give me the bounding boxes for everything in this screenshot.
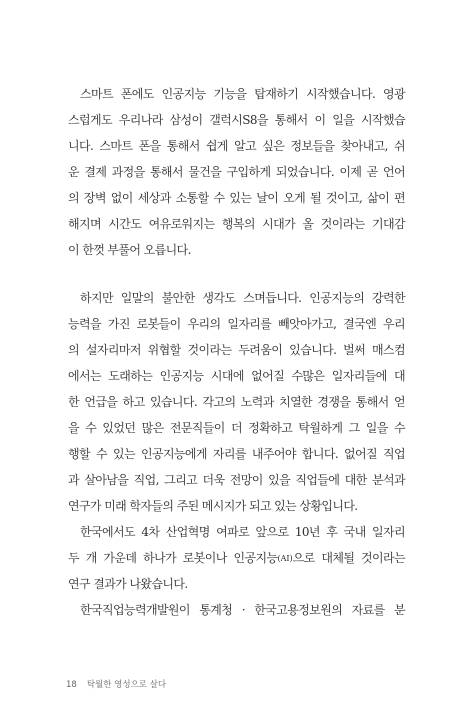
- paragraph-2-line-7: 행할 수 있는 인공지능에게 자리를 내주어야 합니다. 없어질 직업: [68, 447, 405, 461]
- paragraph-3-line-2: [68, 550, 405, 567]
- paragraph-3-line-3: 연구 결과가 나왔습니다.: [68, 577, 188, 591]
- paragraph-3-line-1: 한국에서도 4차 산업혁명 여파로 앞으로 10년 후 국내 일자리: [80, 525, 405, 539]
- ai-abbreviation: (AI): [277, 554, 293, 563]
- paragraph-1-line-2: 스럽게도 우리나라 삼성이 갤럭시S8을 통해서 이 일을 시작했습: [68, 113, 405, 127]
- paragraph-1-line-4: 운 결제 과정을 통해서 물건을 구입하게 되었습니다. 이제 곧 언어: [68, 165, 405, 179]
- paragraph-2-line-3: 의 설자리마저 위협할 것이라는 두려움이 있습니다. 벌써 매스컴: [68, 343, 405, 357]
- paragraph-2-line-4: 에서는 도래하는 인공지능 시대에 없어질 수많은 일자리들에 대: [68, 369, 405, 383]
- running-title: 탁월한 영성으로 살다: [86, 680, 167, 690]
- paragraph-2-line-8: 과 살아남을 직업, 그리고 더욱 전망이 있을 직업들에 대한 분석과: [68, 473, 405, 487]
- page-number: 18: [66, 680, 77, 690]
- paragraph-3-line-2-end: 으로 대체될 것이라는: [292, 551, 405, 565]
- paragraph-2-line-9: 연구가 미래 학자들의 주된 메시지가 되고 있는 상황입니다.: [68, 499, 358, 513]
- paragraph-1-line-1: 스마트 폰에도 인공지능 기능을 탑재하기 시작했습니다. 영광: [80, 87, 405, 101]
- paragraph-2-line-2: 능력을 가진 로봇들이 우리의 일자리를 빼앗아가고, 결국엔 우리: [68, 317, 405, 331]
- paragraph-4-line-1: 한국직업능력개발원이 통계청 · 한국고용정보원의 자료를 분: [80, 603, 405, 617]
- paragraph-1-line-3: 니다. 스마트 폰을 통해서 쉽게 알고 싶은 정보들을 찾아내고, 쉬: [68, 139, 405, 153]
- paragraph-1-line-6: 해지며 시간도 여유로워지는 행복의 시대가 올 것이라는 기대감: [68, 217, 405, 231]
- paragraph-2-line-6: 을 수 있었던 많은 전문직들이 더 정확하고 탁월하게 그 일을 수: [68, 421, 405, 435]
- paragraph-2-line-1: 하지만 일말의 불안한 생각도 스며듭니다. 인공지능의 강력한: [80, 291, 405, 305]
- page-footer: [66, 678, 166, 690]
- paragraph-3-line-2-start: 두 개 가운데 하나가 로봇이나 인공지능: [68, 551, 278, 565]
- paragraph-1-line-7: 이 한껏 부풀어 오릅니다.: [68, 243, 191, 257]
- paragraph-2-line-5: 한 언급을 하고 있습니다. 각고의 노력과 치열한 경쟁을 통해서 얻: [68, 395, 405, 409]
- paragraph-1-line-5: 의 장벽 없이 세상과 소통할 수 있는 날이 오게 될 것이고, 삶이 편: [68, 191, 405, 205]
